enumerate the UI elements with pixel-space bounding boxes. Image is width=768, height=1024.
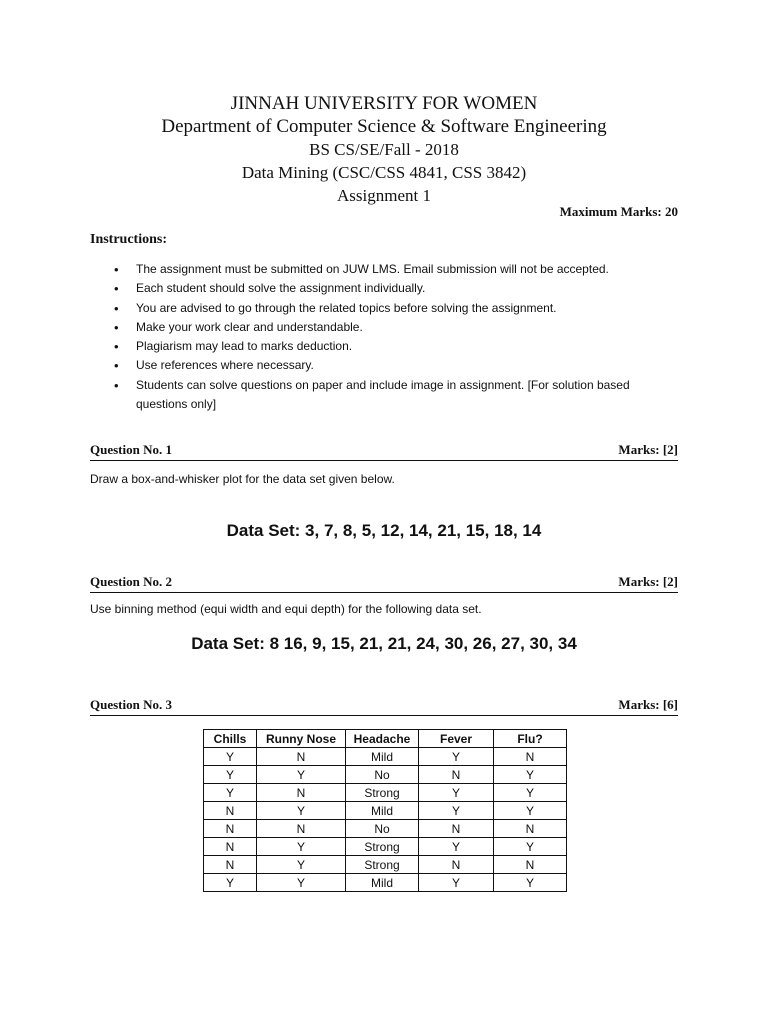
- table-cell: Y: [204, 766, 257, 784]
- table-cell: N: [204, 856, 257, 874]
- instruction-item: • Each student should solve the assignment individually.: [114, 279, 674, 298]
- table-cell: Y: [419, 748, 494, 766]
- table-row: [204, 748, 567, 766]
- instruction-item: • You are advised to go through the related topics before solving the assignment.: [114, 299, 674, 318]
- course-name: Data Mining (CSC/CSS 4841, CSS 3842): [241, 163, 527, 182]
- table-cell: N: [494, 748, 567, 766]
- table-cell: No: [346, 820, 419, 838]
- table-row: [204, 784, 567, 802]
- column-header-headache: Headache: [346, 730, 419, 748]
- table-cell: Y: [494, 838, 567, 856]
- table-cell: Mild: [346, 748, 419, 766]
- table-row: [204, 820, 567, 838]
- instruction-item: • Students can solve questions on paper and include image in assignment. [For solution based questions only]: [114, 376, 674, 415]
- table-row: [204, 838, 567, 856]
- question-2-text: Use binning method (equi width and equi depth) for the following data set.: [90, 602, 482, 616]
- table-cell: Y: [419, 874, 494, 892]
- question-2-data-set: Data Set: 8 16, 9, 15, 21, 21, 24, 30, 26, 27, 30, 34: [191, 634, 577, 653]
- table-cell: N: [419, 820, 494, 838]
- table-cell: Y: [494, 766, 567, 784]
- table-cell: Y: [494, 784, 567, 802]
- table-cell: N: [204, 838, 257, 856]
- instruction-item: • Make your work clear and understandable.: [114, 318, 674, 337]
- table-row: [204, 856, 567, 874]
- table-cell: Strong: [346, 838, 419, 856]
- instructions-title: Instructions:: [90, 232, 168, 247]
- table-cell: Y: [257, 838, 346, 856]
- table-cell: N: [419, 766, 494, 784]
- table-cell: Y: [257, 874, 346, 892]
- university-name: JINNAH UNIVERSITY FOR WOMEN: [230, 93, 538, 114]
- table-cell: Y: [494, 874, 567, 892]
- table-cell: Strong: [346, 784, 419, 802]
- instructions-list: [114, 260, 674, 414]
- table-cell: N: [257, 784, 346, 802]
- table-cell: Y: [204, 784, 257, 802]
- table-cell: Y: [257, 766, 346, 784]
- flu-data-table: [203, 729, 567, 892]
- table-cell: Y: [257, 856, 346, 874]
- table-cell: N: [204, 820, 257, 838]
- question-2-header: [90, 574, 678, 593]
- question-1-header: [90, 442, 678, 461]
- table-row: [204, 766, 567, 784]
- table-row: [204, 802, 567, 820]
- table-cell: N: [419, 856, 494, 874]
- instruction-item: • Use references where necessary.: [114, 356, 674, 375]
- column-header-chills: Chills: [204, 730, 257, 748]
- question-1-marks: Marks: [2]: [618, 442, 678, 457]
- table-cell: Mild: [346, 802, 419, 820]
- table-row: [204, 874, 567, 892]
- table-cell: N: [494, 820, 567, 838]
- question-2-title: Question No. 2: [90, 574, 172, 589]
- maximum-marks: Maximum Marks: 20: [559, 204, 678, 219]
- question-1-text: Draw a box-and-whisker plot for the data set given below.: [90, 472, 395, 486]
- document-header: [0, 92, 768, 207]
- table-cell: Y: [494, 802, 567, 820]
- table-cell: N: [204, 802, 257, 820]
- table-cell: No: [346, 766, 419, 784]
- instruction-item: • Plagiarism may lead to marks deduction.: [114, 337, 674, 356]
- table-cell: N: [257, 748, 346, 766]
- assignment-title: Assignment 1: [337, 186, 431, 205]
- column-header-fever: Fever: [419, 730, 494, 748]
- table-cell: Y: [419, 802, 494, 820]
- question-1-data-set: Data Set: 3, 7, 8, 5, 12, 14, 21, 15, 18, 14: [226, 521, 542, 540]
- question-3-header: [90, 697, 678, 716]
- table-cell: N: [494, 856, 567, 874]
- table-cell: Mild: [346, 874, 419, 892]
- question-3-title: Question No. 3: [90, 697, 172, 712]
- question-1-title: Question No. 1: [90, 442, 172, 457]
- column-header-runny-nose: Runny Nose: [257, 730, 346, 748]
- question-3-marks: Marks: [6]: [618, 697, 678, 712]
- table-cell: Strong: [346, 856, 419, 874]
- table-cell: Y: [419, 784, 494, 802]
- question-2-marks: Marks: [2]: [618, 574, 678, 589]
- instruction-item: • The assignment must be submitted on JUW LMS. Email submission will not be accepted.: [114, 260, 674, 279]
- program-name: BS CS/SE/Fall - 2018: [309, 140, 459, 159]
- department-name: Department of Computer Science & Software Engineering: [161, 116, 607, 137]
- table-cell: Y: [204, 874, 257, 892]
- table-cell: N: [257, 820, 346, 838]
- column-header-flu: Flu?: [494, 730, 567, 748]
- table-header-row: [204, 730, 567, 748]
- table-cell: Y: [257, 802, 346, 820]
- table-cell: Y: [419, 838, 494, 856]
- table-cell: Y: [204, 748, 257, 766]
